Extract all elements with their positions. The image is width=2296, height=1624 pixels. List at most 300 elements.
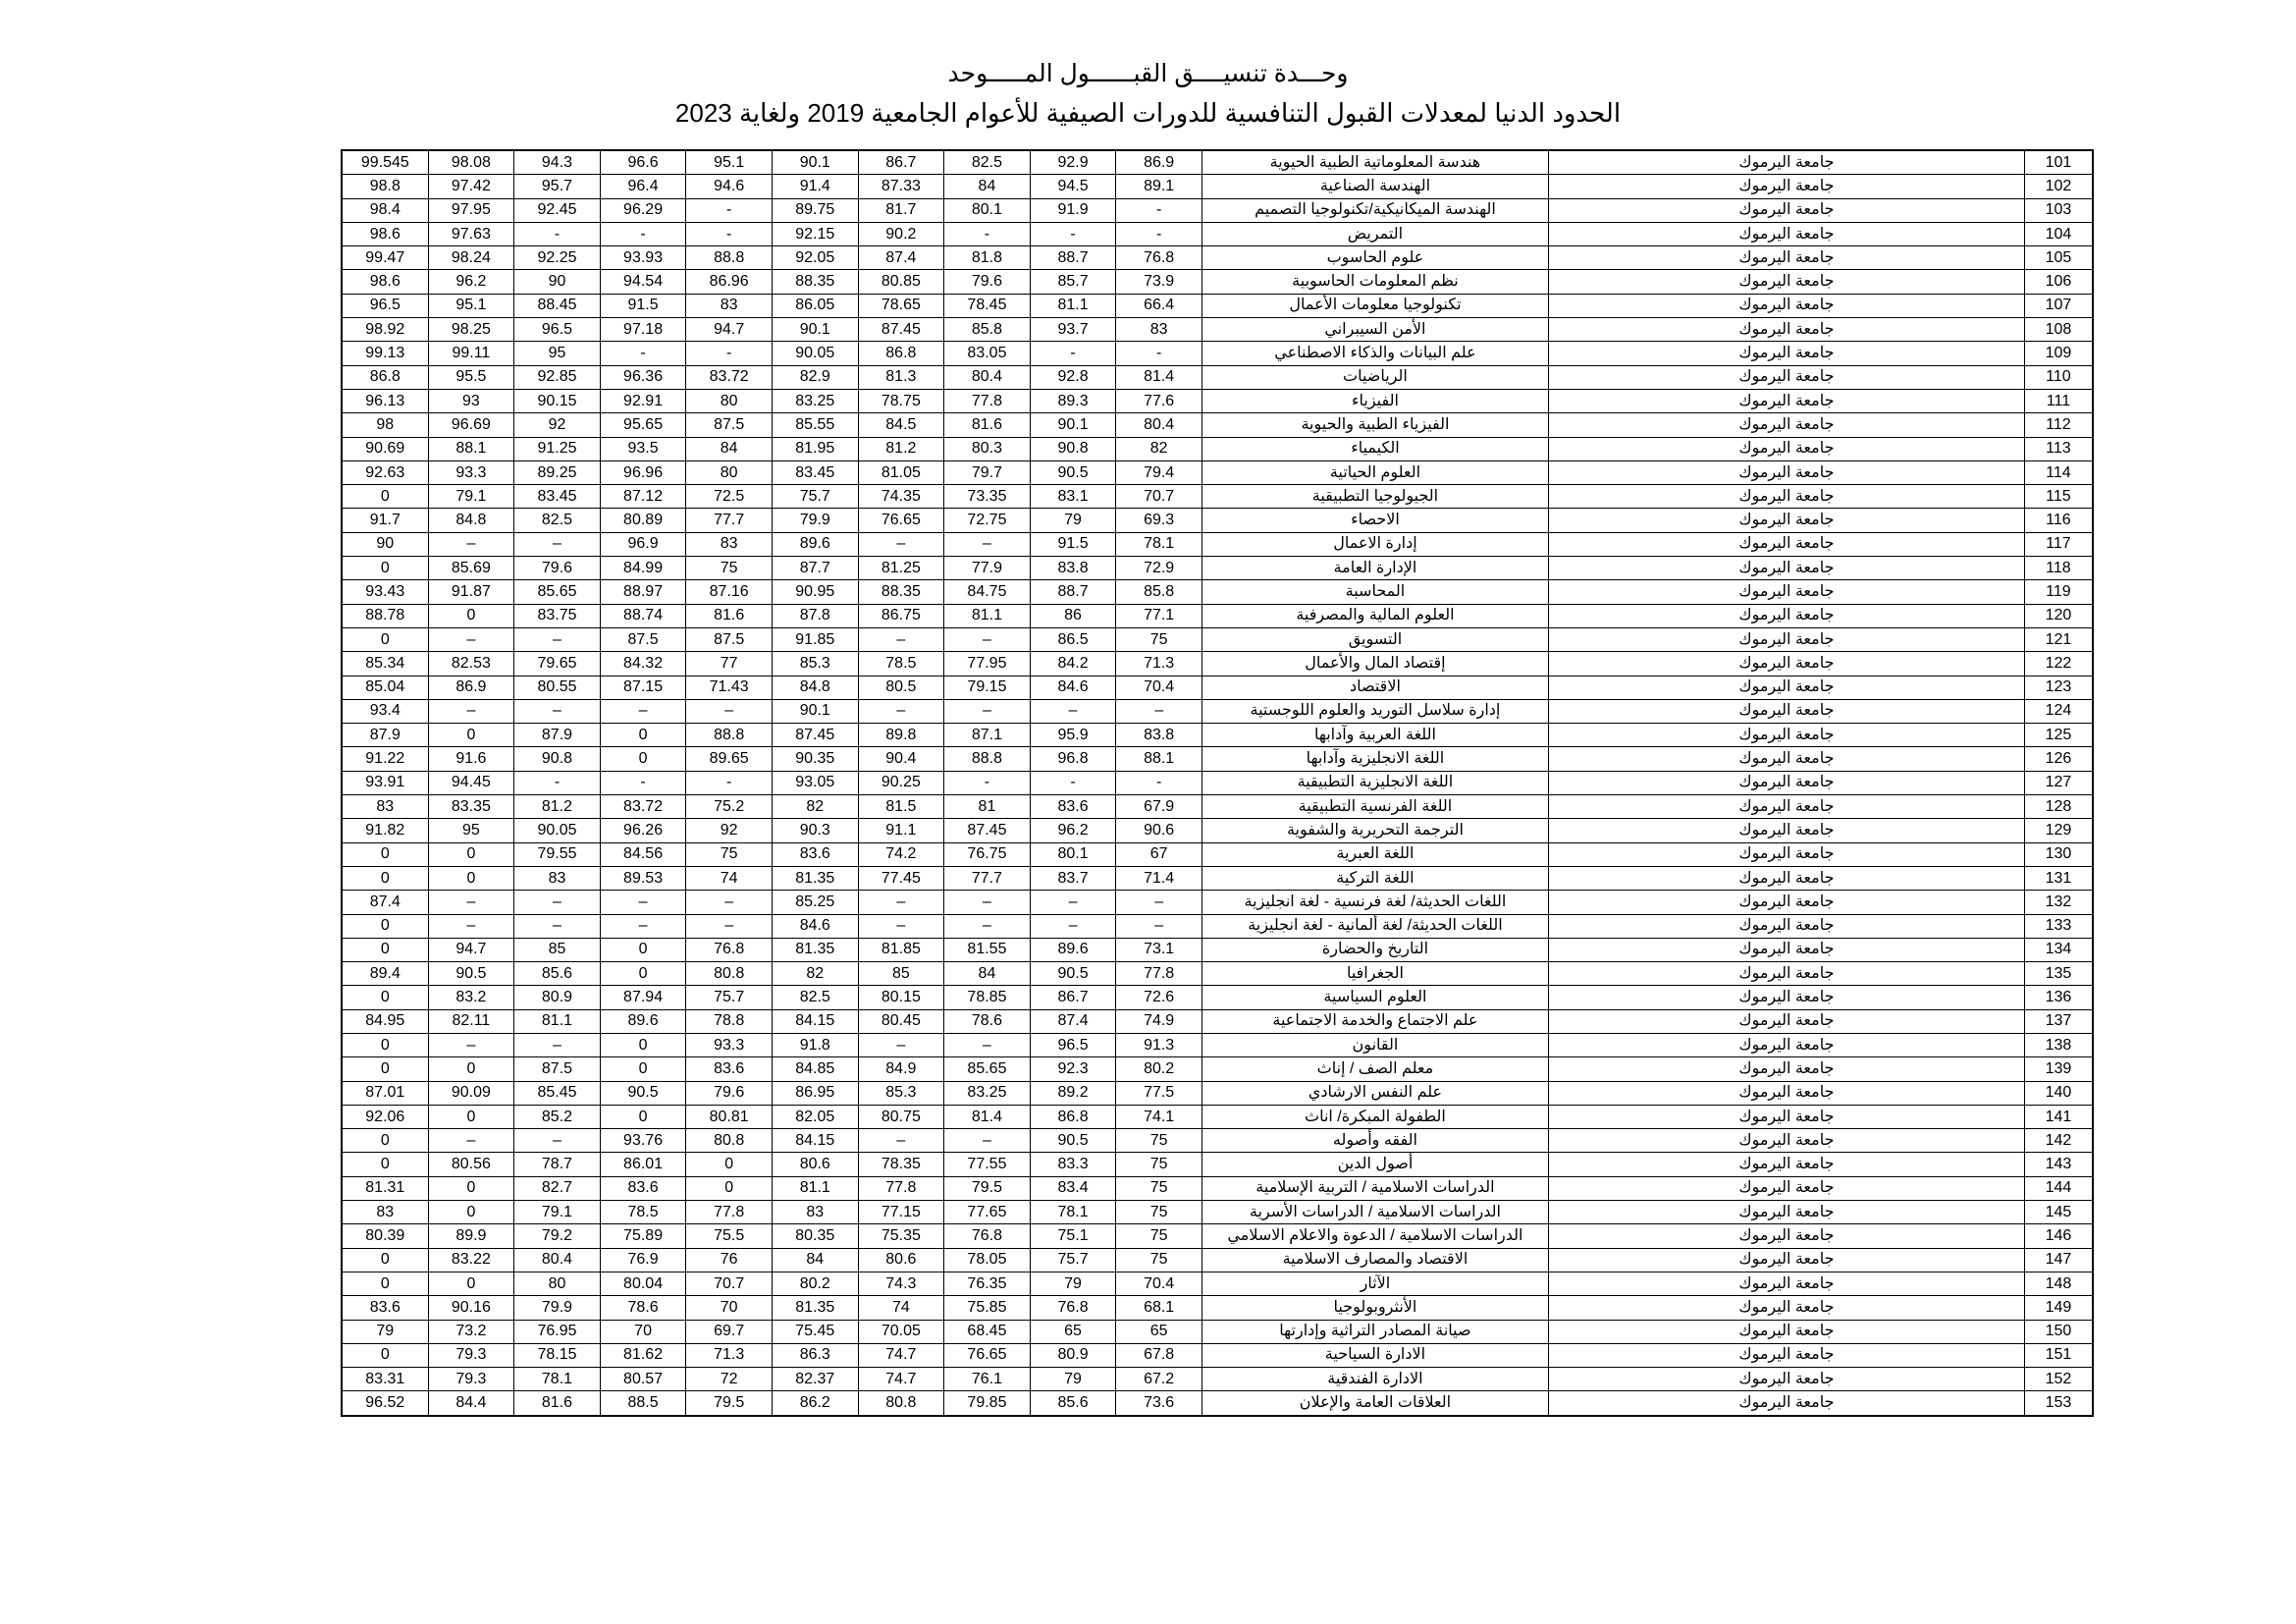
score-cell: 85.55 bbox=[772, 413, 858, 437]
score-cell: 82.5 bbox=[772, 986, 858, 1009]
score-cell: 84.8 bbox=[772, 676, 858, 699]
score-cell: 80.4 bbox=[1116, 413, 1202, 437]
table-row bbox=[342, 1129, 2093, 1153]
table-row bbox=[342, 771, 2093, 794]
score-cell: 83.4 bbox=[1030, 1176, 1116, 1200]
score-cell: 83.6 bbox=[772, 842, 858, 866]
table-row bbox=[342, 246, 2093, 270]
score-cell: 84.6 bbox=[1030, 676, 1116, 699]
score-cell: 91.87 bbox=[428, 580, 514, 604]
row-number-cell: 136 bbox=[2024, 986, 2093, 1009]
score-cell: 92.3 bbox=[1030, 1057, 1116, 1081]
score-cell: 83.05 bbox=[944, 342, 1031, 365]
score-cell: 83.7 bbox=[1030, 866, 1116, 890]
score-cell: 79.1 bbox=[514, 1201, 601, 1224]
score-cell: 0 bbox=[342, 866, 428, 890]
row-number-cell: 122 bbox=[2024, 652, 2093, 676]
score-cell: 79.5 bbox=[686, 1391, 773, 1416]
score-cell: - bbox=[1030, 342, 1116, 365]
row-number-cell: 133 bbox=[2024, 914, 2093, 938]
score-cell: 79.4 bbox=[1116, 460, 1202, 484]
score-cell: 90.5 bbox=[1030, 460, 1116, 484]
score-cell: 83.45 bbox=[514, 485, 601, 509]
score-cell: 78.7 bbox=[514, 1153, 601, 1176]
score-cell: 70.7 bbox=[1116, 485, 1202, 509]
score-cell: – bbox=[858, 1033, 944, 1056]
row-number-cell: 147 bbox=[2024, 1248, 2093, 1272]
score-cell: 81.1 bbox=[1030, 294, 1116, 317]
score-cell: 75 bbox=[686, 842, 773, 866]
score-cell: 86.75 bbox=[858, 604, 944, 627]
score-cell: 74.1 bbox=[1116, 1105, 1202, 1128]
university-cell: جامعة اليرموك bbox=[1548, 532, 2024, 556]
university-cell: جامعة اليرموك bbox=[1548, 724, 2024, 747]
major-cell: الجيولوجيا التطبيقية bbox=[1201, 485, 1548, 509]
score-cell: 92.15 bbox=[772, 222, 858, 245]
score-cell: 81.6 bbox=[686, 604, 773, 627]
row-number-cell: 141 bbox=[2024, 1105, 2093, 1128]
score-cell: 68.1 bbox=[1116, 1296, 1202, 1320]
score-cell: 81.3 bbox=[858, 365, 944, 389]
score-cell: 79.6 bbox=[686, 1081, 773, 1105]
major-cell: التمريض bbox=[1201, 222, 1548, 245]
score-cell: 92.25 bbox=[514, 246, 601, 270]
score-cell: 0 bbox=[342, 1033, 428, 1056]
score-cell: 94.7 bbox=[428, 938, 514, 961]
score-cell: 0 bbox=[428, 1057, 514, 1081]
score-cell: 95.1 bbox=[428, 294, 514, 317]
university-cell: جامعة اليرموك bbox=[1548, 986, 2024, 1009]
row-number-cell: 104 bbox=[2024, 222, 2093, 245]
score-cell: – bbox=[428, 627, 514, 651]
score-cell: 79.55 bbox=[514, 842, 601, 866]
major-cell: المحاسبة bbox=[1201, 580, 1548, 604]
score-cell: – bbox=[600, 914, 686, 938]
score-cell: 75.2 bbox=[686, 795, 773, 819]
table-row bbox=[342, 222, 2093, 245]
score-cell: 84.75 bbox=[944, 580, 1031, 604]
university-cell: جامعة اليرموك bbox=[1548, 557, 2024, 580]
table-row bbox=[342, 198, 2093, 222]
score-cell: 80.55 bbox=[514, 676, 601, 699]
score-cell: - bbox=[686, 198, 773, 222]
university-cell: جامعة اليرموك bbox=[1548, 509, 2024, 532]
score-cell: 96.5 bbox=[514, 318, 601, 342]
table-row bbox=[342, 1201, 2093, 1224]
score-cell: – bbox=[686, 914, 773, 938]
university-cell: جامعة اليرموك bbox=[1548, 580, 2024, 604]
score-cell: - bbox=[600, 342, 686, 365]
row-number-cell: 142 bbox=[2024, 1129, 2093, 1153]
score-cell: 85.8 bbox=[944, 318, 1031, 342]
score-cell: - bbox=[686, 222, 773, 245]
score-cell: 80.57 bbox=[600, 1368, 686, 1391]
score-cell: 81.4 bbox=[944, 1105, 1031, 1128]
score-cell: 98.24 bbox=[428, 246, 514, 270]
table-row bbox=[342, 1272, 2093, 1295]
table-row bbox=[342, 1391, 2093, 1416]
row-number-cell: 153 bbox=[2024, 1391, 2093, 1416]
score-cell: 0 bbox=[686, 1176, 773, 1200]
score-cell: 88.78 bbox=[342, 604, 428, 627]
score-cell: 90.16 bbox=[428, 1296, 514, 1320]
score-cell: 90 bbox=[342, 532, 428, 556]
score-cell: 94.3 bbox=[514, 150, 601, 175]
table-row bbox=[342, 1368, 2093, 1391]
score-cell: 96.2 bbox=[1030, 819, 1116, 842]
university-cell: جامعة اليرموك bbox=[1548, 627, 2024, 651]
row-number-cell: 131 bbox=[2024, 866, 2093, 890]
score-cell: - bbox=[944, 222, 1031, 245]
row-number-cell: 108 bbox=[2024, 318, 2093, 342]
score-cell: – bbox=[600, 699, 686, 723]
admission-averages-table bbox=[341, 149, 2094, 1417]
score-cell: 75 bbox=[1116, 1153, 1202, 1176]
major-cell: تكنولوجيا معلومات الأعمال bbox=[1201, 294, 1548, 317]
score-cell: 74.9 bbox=[1116, 1009, 1202, 1033]
university-cell: جامعة اليرموك bbox=[1548, 747, 2024, 771]
row-number-cell: 151 bbox=[2024, 1343, 2093, 1367]
score-cell: 86.5 bbox=[1030, 627, 1116, 651]
score-cell: 78.5 bbox=[858, 652, 944, 676]
score-cell: 81.8 bbox=[944, 246, 1031, 270]
table-row bbox=[342, 604, 2093, 627]
score-cell: 80.1 bbox=[1030, 842, 1116, 866]
score-cell: - bbox=[1116, 222, 1202, 245]
score-cell: 83.25 bbox=[944, 1081, 1031, 1105]
score-cell: 80.6 bbox=[858, 1248, 944, 1272]
table-row bbox=[342, 652, 2093, 676]
table-row bbox=[342, 914, 2093, 938]
score-cell: 81.2 bbox=[858, 437, 944, 460]
score-cell: 83.6 bbox=[600, 1176, 686, 1200]
university-cell: جامعة اليرموك bbox=[1548, 1009, 2024, 1033]
score-cell: 83.6 bbox=[1030, 795, 1116, 819]
score-cell: 83 bbox=[686, 532, 773, 556]
score-cell: 93.76 bbox=[600, 1129, 686, 1153]
score-cell: 79.15 bbox=[944, 676, 1031, 699]
table-row bbox=[342, 150, 2093, 175]
score-cell: 95.7 bbox=[514, 175, 601, 198]
score-cell: 83 bbox=[342, 1201, 428, 1224]
row-number-cell: 125 bbox=[2024, 724, 2093, 747]
score-cell: 80 bbox=[686, 389, 773, 412]
score-cell: 86.05 bbox=[772, 294, 858, 317]
score-cell: 89.8 bbox=[858, 724, 944, 747]
score-cell: 89.4 bbox=[342, 962, 428, 986]
score-cell: 0 bbox=[342, 914, 428, 938]
score-cell: 84.85 bbox=[772, 1057, 858, 1081]
university-cell: جامعة اليرموك bbox=[1548, 1153, 2024, 1176]
score-cell: 76.9 bbox=[600, 1248, 686, 1272]
score-cell: 86.8 bbox=[342, 365, 428, 389]
score-cell: 93.5 bbox=[600, 437, 686, 460]
score-cell: 95.65 bbox=[600, 413, 686, 437]
score-cell: 91.5 bbox=[600, 294, 686, 317]
score-cell: 70.7 bbox=[686, 1272, 773, 1295]
row-number-cell: 117 bbox=[2024, 532, 2093, 556]
university-cell: جامعة اليرموك bbox=[1548, 1176, 2024, 1200]
score-cell: 84 bbox=[686, 437, 773, 460]
table-row bbox=[342, 342, 2093, 365]
score-cell: 77.1 bbox=[1116, 604, 1202, 627]
score-cell: 83.2 bbox=[428, 986, 514, 1009]
table-row bbox=[342, 270, 2093, 294]
score-cell: 83.31 bbox=[342, 1368, 428, 1391]
score-cell: 90.8 bbox=[514, 747, 601, 771]
score-cell: 81.95 bbox=[772, 437, 858, 460]
row-number-cell: 148 bbox=[2024, 1272, 2093, 1295]
score-cell: 87.94 bbox=[600, 986, 686, 1009]
university-cell: جامعة اليرموك bbox=[1548, 1320, 2024, 1343]
score-cell: 82.11 bbox=[428, 1009, 514, 1033]
score-cell: 79.3 bbox=[428, 1343, 514, 1367]
table-row bbox=[342, 1176, 2093, 1200]
score-cell: 82 bbox=[1116, 437, 1202, 460]
major-cell: الآثار bbox=[1201, 1272, 1548, 1295]
score-cell: 0 bbox=[342, 1343, 428, 1367]
score-cell: 0 bbox=[428, 1201, 514, 1224]
score-cell: 81.6 bbox=[944, 413, 1031, 437]
score-cell: 90.1 bbox=[772, 318, 858, 342]
row-number-cell: 114 bbox=[2024, 460, 2093, 484]
university-cell: جامعة اليرموك bbox=[1548, 795, 2024, 819]
score-cell: 0 bbox=[600, 1033, 686, 1056]
row-number-cell: 102 bbox=[2024, 175, 2093, 198]
score-cell: 76.65 bbox=[944, 1343, 1031, 1367]
score-cell: 84 bbox=[944, 962, 1031, 986]
score-cell: – bbox=[858, 1129, 944, 1153]
table-row bbox=[342, 485, 2093, 509]
score-cell: 81.5 bbox=[858, 795, 944, 819]
score-cell: – bbox=[686, 891, 773, 914]
score-cell: – bbox=[428, 891, 514, 914]
score-cell: 75.7 bbox=[686, 986, 773, 1009]
table-row bbox=[342, 819, 2093, 842]
score-cell: 0 bbox=[428, 1105, 514, 1128]
table-row bbox=[342, 866, 2093, 890]
score-cell: 0 bbox=[428, 842, 514, 866]
row-number-cell: 128 bbox=[2024, 795, 2093, 819]
score-cell: 88.97 bbox=[600, 580, 686, 604]
score-cell: 75.5 bbox=[686, 1224, 773, 1248]
score-cell: 71.4 bbox=[1116, 866, 1202, 890]
score-cell: 71.3 bbox=[686, 1343, 773, 1367]
score-cell: 83.35 bbox=[428, 795, 514, 819]
university-cell: جامعة اليرموك bbox=[1548, 1033, 2024, 1056]
score-cell: 69.7 bbox=[686, 1320, 773, 1343]
score-cell: 80.39 bbox=[342, 1224, 428, 1248]
score-cell: 67 bbox=[1116, 842, 1202, 866]
score-cell: 75 bbox=[1116, 627, 1202, 651]
score-cell: 96.69 bbox=[428, 413, 514, 437]
score-cell: 86.2 bbox=[772, 1391, 858, 1416]
row-number-cell: 134 bbox=[2024, 938, 2093, 961]
score-cell: – bbox=[514, 627, 601, 651]
score-cell: 82.7 bbox=[514, 1176, 601, 1200]
row-number-cell: 146 bbox=[2024, 1224, 2093, 1248]
score-cell: 81.35 bbox=[772, 1296, 858, 1320]
score-cell: 99.13 bbox=[342, 342, 428, 365]
table-row bbox=[342, 1105, 2093, 1128]
score-cell: 77.9 bbox=[944, 557, 1031, 580]
score-cell: 75.7 bbox=[772, 485, 858, 509]
university-cell: جامعة اليرموك bbox=[1548, 1368, 2024, 1391]
score-cell: 67.8 bbox=[1116, 1343, 1202, 1367]
score-cell: 70 bbox=[600, 1320, 686, 1343]
score-cell: 86.95 bbox=[772, 1081, 858, 1105]
table-row bbox=[342, 1033, 2093, 1056]
score-cell: – bbox=[944, 914, 1031, 938]
row-number-cell: 129 bbox=[2024, 819, 2093, 842]
major-cell: الكيمياء bbox=[1201, 437, 1548, 460]
university-cell: جامعة اليرموك bbox=[1548, 1105, 2024, 1128]
row-number-cell: 124 bbox=[2024, 699, 2093, 723]
major-cell: إدارة سلاسل التوريد والعلوم اللوجستية bbox=[1201, 699, 1548, 723]
score-cell: 88.8 bbox=[686, 246, 773, 270]
score-cell: 74 bbox=[686, 866, 773, 890]
score-cell: 97.42 bbox=[428, 175, 514, 198]
table-row bbox=[342, 460, 2093, 484]
score-cell: – bbox=[514, 891, 601, 914]
university-cell: جامعة اليرموك bbox=[1548, 652, 2024, 676]
table-row bbox=[342, 389, 2093, 412]
row-number-cell: 152 bbox=[2024, 1368, 2093, 1391]
score-cell: 87.12 bbox=[600, 485, 686, 509]
score-cell: 76.8 bbox=[944, 1224, 1031, 1248]
score-cell: 89.6 bbox=[772, 532, 858, 556]
score-cell: 87.5 bbox=[686, 627, 773, 651]
score-cell: – bbox=[1116, 891, 1202, 914]
score-cell: – bbox=[944, 1033, 1031, 1056]
table-row bbox=[342, 437, 2093, 460]
score-cell: – bbox=[944, 891, 1031, 914]
university-cell: جامعة اليرموك bbox=[1548, 1081, 2024, 1105]
university-cell: جامعة اليرموك bbox=[1548, 962, 2024, 986]
score-cell: 88.35 bbox=[858, 580, 944, 604]
score-cell: 82.53 bbox=[428, 652, 514, 676]
score-cell: 85.65 bbox=[944, 1057, 1031, 1081]
row-number-cell: 144 bbox=[2024, 1176, 2093, 1200]
major-cell: الترجمة التحريرية والشفوية bbox=[1201, 819, 1548, 842]
score-cell: 93.43 bbox=[342, 580, 428, 604]
score-cell: 80 bbox=[686, 460, 773, 484]
major-cell: اللغة الفرنسية التطبيقية bbox=[1201, 795, 1548, 819]
score-cell: 97.95 bbox=[428, 198, 514, 222]
score-cell: 76.8 bbox=[1030, 1296, 1116, 1320]
score-cell: 86.8 bbox=[858, 342, 944, 365]
table-row bbox=[342, 627, 2093, 651]
score-cell: 81.35 bbox=[772, 938, 858, 961]
major-cell: الفقه وأصوله bbox=[1201, 1129, 1548, 1153]
score-cell: 86.7 bbox=[858, 150, 944, 175]
university-cell: جامعة اليرموك bbox=[1548, 1391, 2024, 1416]
row-number-cell: 113 bbox=[2024, 437, 2093, 460]
score-cell: 87.5 bbox=[686, 413, 773, 437]
table-row bbox=[342, 365, 2093, 389]
row-number-cell: 106 bbox=[2024, 270, 2093, 294]
score-cell: 85.04 bbox=[342, 676, 428, 699]
score-cell: 80.2 bbox=[1116, 1057, 1202, 1081]
score-cell: 74.35 bbox=[858, 485, 944, 509]
score-cell: – bbox=[600, 891, 686, 914]
score-cell: 77.6 bbox=[1116, 389, 1202, 412]
score-cell: 84.15 bbox=[772, 1009, 858, 1033]
score-cell: 86.9 bbox=[1116, 150, 1202, 175]
university-cell: جامعة اليرموك bbox=[1548, 1129, 2024, 1153]
score-cell: 85.3 bbox=[772, 652, 858, 676]
score-cell: - bbox=[514, 771, 601, 794]
score-cell: 96.36 bbox=[600, 365, 686, 389]
university-cell: جامعة اليرموك bbox=[1548, 150, 2024, 175]
score-cell: 83.3 bbox=[1030, 1153, 1116, 1176]
university-cell: جامعة اليرموك bbox=[1548, 1248, 2024, 1272]
score-cell: 76.65 bbox=[858, 509, 944, 532]
score-cell: 98.4 bbox=[342, 198, 428, 222]
major-cell: نظم المعلومات الحاسوبية bbox=[1201, 270, 1548, 294]
score-cell: – bbox=[428, 1129, 514, 1153]
row-number-cell: 139 bbox=[2024, 1057, 2093, 1081]
score-cell: 87.45 bbox=[858, 318, 944, 342]
score-cell: 92.91 bbox=[600, 389, 686, 412]
table-row bbox=[342, 580, 2093, 604]
major-cell: اللغة العربية وآدابها bbox=[1201, 724, 1548, 747]
major-cell: الدراسات الاسلامية / التربية الإسلامية bbox=[1201, 1176, 1548, 1200]
score-cell: 85.6 bbox=[1030, 1391, 1116, 1416]
score-cell: 84.6 bbox=[772, 914, 858, 938]
table-row bbox=[342, 891, 2093, 914]
university-cell: جامعة اليرموك bbox=[1548, 222, 2024, 245]
score-cell: 80.81 bbox=[686, 1105, 773, 1128]
score-cell: 0 bbox=[428, 1272, 514, 1295]
score-cell: 0 bbox=[342, 1153, 428, 1176]
table-row bbox=[342, 532, 2093, 556]
score-cell: – bbox=[686, 699, 773, 723]
score-cell: – bbox=[1030, 914, 1116, 938]
score-cell: 79.2 bbox=[514, 1224, 601, 1248]
table-row bbox=[342, 1081, 2093, 1105]
score-cell: – bbox=[944, 627, 1031, 651]
score-cell: 80.4 bbox=[514, 1248, 601, 1272]
row-number-cell: 120 bbox=[2024, 604, 2093, 627]
university-cell: جامعة اليرموك bbox=[1548, 1201, 2024, 1224]
table-row bbox=[342, 413, 2093, 437]
score-cell: – bbox=[1030, 699, 1116, 723]
score-cell: 80.3 bbox=[944, 437, 1031, 460]
major-cell: القانون bbox=[1201, 1033, 1548, 1056]
score-cell: 75 bbox=[1116, 1248, 1202, 1272]
score-cell: 77.95 bbox=[944, 652, 1031, 676]
score-cell: 99.545 bbox=[342, 150, 428, 175]
score-cell: 82.37 bbox=[772, 1368, 858, 1391]
score-cell: 80.15 bbox=[858, 986, 944, 1009]
score-cell: 78.6 bbox=[944, 1009, 1031, 1033]
major-cell: العلوم المالية والمصرفية bbox=[1201, 604, 1548, 627]
score-cell: 77.7 bbox=[686, 509, 773, 532]
score-cell: 0 bbox=[600, 938, 686, 961]
university-cell: جامعة اليرموك bbox=[1548, 294, 2024, 317]
score-cell: 67.9 bbox=[1116, 795, 1202, 819]
score-cell: 75.89 bbox=[600, 1224, 686, 1248]
university-cell: جامعة اليرموك bbox=[1548, 365, 2024, 389]
score-cell: 73.2 bbox=[428, 1320, 514, 1343]
score-cell: 96.52 bbox=[342, 1391, 428, 1416]
score-cell: 77.65 bbox=[944, 1201, 1031, 1224]
score-cell: 85.6 bbox=[514, 962, 601, 986]
score-cell: 83.72 bbox=[600, 795, 686, 819]
score-cell: 96.5 bbox=[342, 294, 428, 317]
row-number-cell: 121 bbox=[2024, 627, 2093, 651]
